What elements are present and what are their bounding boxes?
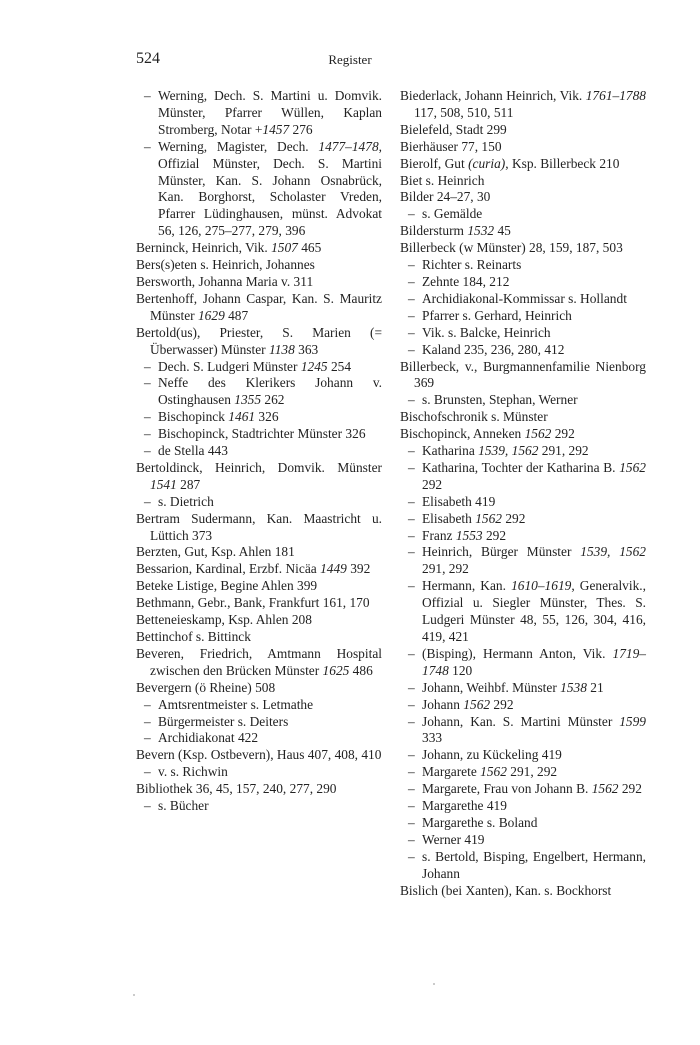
subentry-dash: –	[408, 527, 415, 543]
subentry-dash: –	[408, 764, 415, 780]
index-subentry	[136, 426, 382, 443]
entry-text: 292	[551, 426, 575, 442]
subentry-dash: –	[144, 764, 151, 780]
entry-date: 1562	[463, 696, 491, 712]
subentry-dash: –	[144, 358, 151, 374]
index-entry	[136, 578, 382, 595]
subentry-dash: –	[408, 798, 415, 814]
entry-text: Betteneieskamp, Ksp. Ahlen 208	[136, 612, 312, 628]
entry-text: Billerbeck (w Münster) 28, 159, 187, 503	[400, 240, 623, 256]
entry-date: 1562	[480, 764, 507, 780]
entry-text: Margarete, Frau von Johann B.	[422, 781, 592, 797]
entry-text: Werning, Dech. S. Martini u. Domvik. Münster, Pfarrer Wüllen, Kaplan Stromberg, Notar +	[158, 88, 382, 137]
entry-date: 1562	[619, 459, 646, 475]
index-subentry	[400, 714, 646, 748]
subentry-dash: –	[408, 257, 415, 273]
index-entry	[136, 646, 382, 680]
index-subentry	[136, 764, 382, 781]
entry-text: Bettinchof s. Bittinck	[136, 629, 251, 644]
entry-text: 120	[448, 662, 473, 678]
index-entry	[136, 325, 382, 359]
entry-text: Werner 419	[422, 831, 485, 847]
entry-date: 1541	[150, 476, 177, 492]
index-subentry	[136, 409, 382, 426]
entry-text: Billerbeck, v., Burgmannenfamilie Nienborg 369	[400, 358, 646, 391]
entry-date: 1539, 1562	[478, 443, 539, 459]
entry-date: 1477–1478	[318, 138, 379, 154]
subentry-dash: –	[408, 273, 415, 289]
index-subentry	[400, 544, 646, 578]
entry-date: 1449	[320, 561, 347, 577]
entry-text: Kaland 235, 236, 280, 412	[422, 341, 565, 357]
entry-date: 1532	[467, 223, 495, 239]
subentry-dash: –	[144, 713, 151, 729]
entry-text: Bilder 24–27, 30	[400, 189, 491, 205]
entry-date: 1538	[560, 679, 587, 695]
index-subentry	[136, 359, 382, 376]
index-entry	[136, 274, 382, 291]
index-entry	[136, 257, 382, 274]
subentry-dash: –	[408, 781, 415, 797]
subentry-dash: –	[408, 392, 415, 408]
subentry-dash: –	[144, 426, 151, 442]
entry-text: 117, 508, 510, 511	[414, 104, 514, 120]
subentry-dash: –	[408, 578, 415, 594]
index-subentry	[400, 274, 646, 291]
entry-text: Bildersturm	[400, 223, 468, 239]
entry-text: 292	[482, 527, 507, 543]
index-entry	[136, 240, 382, 257]
index-entry	[136, 747, 382, 764]
index-subentry	[136, 375, 382, 409]
entry-date: 1507	[271, 240, 298, 256]
index-subentry	[136, 443, 382, 460]
index-entry	[136, 612, 382, 629]
entry-text: Berninck, Heinrich, Vik.	[136, 240, 272, 256]
entry-date: 1355	[234, 392, 262, 408]
index-subentry	[400, 578, 646, 646]
subentry-dash: –	[408, 645, 415, 661]
entry-text: Bischofschronik s. Münster	[400, 409, 548, 425]
entry-text: , Ksp. Billerbeck 210	[505, 155, 620, 171]
index-entry	[400, 883, 646, 900]
index-entry	[136, 291, 382, 325]
index-subentry	[400, 781, 646, 798]
entry-text: 292	[422, 476, 443, 492]
entry-text: Bevern (Ksp. Ostbevern), Haus 407, 408, 410	[136, 747, 382, 763]
entry-text: Bischopinck, Anneken	[400, 426, 525, 442]
index-entry	[136, 629, 382, 646]
entry-text: Bischopinck	[158, 409, 229, 425]
index-subentry	[400, 528, 646, 545]
entry-text: Archidiakonat 422	[158, 730, 259, 746]
entry-text: 465	[297, 240, 322, 256]
index-subentry	[400, 291, 646, 308]
entry-text: Zehnte 184, 212	[422, 273, 510, 289]
entry-date: 1599	[619, 713, 646, 729]
index-column-left	[136, 88, 382, 815]
index-subentry	[136, 798, 382, 815]
index-entry	[136, 460, 382, 494]
index-entry	[136, 561, 382, 578]
entry-text: 292	[501, 510, 526, 526]
index-subentry	[400, 494, 646, 511]
entry-text: Bischopinck, Stadtrichter Münster 326	[158, 426, 366, 442]
entry-text: 487	[224, 307, 249, 323]
subentry-dash: –	[408, 713, 415, 729]
subentry-dash: –	[408, 814, 415, 830]
subentry-dash: –	[408, 290, 415, 306]
entry-text: 326	[255, 409, 279, 425]
entry-date: 1539, 1562	[580, 544, 647, 560]
entry-date: 1629	[197, 307, 225, 323]
subentry-dash: –	[408, 679, 415, 695]
entry-date: 1610–1619	[511, 578, 572, 594]
index-subentry	[400, 849, 646, 883]
entry-text: Bierolf, Gut	[400, 155, 469, 171]
index-subentry	[136, 697, 382, 714]
entry-text: , Offizial Münster, Dech. S. Martini Münster, Kan. S. Johann Osnabrück, Kan. Borghorst, Scholaster Vreden, Pfarrer Lüdinghausen, münst. Advokat 56, 126, 275–277, 279, 396	[158, 138, 382, 239]
subentry-dash: –	[144, 375, 151, 391]
entry-text: Bevergern (ö Rheine) 508	[136, 679, 276, 695]
entry-text: 291, 292	[422, 561, 469, 577]
entry-text: s. Brunsten, Stephan, Werner	[422, 392, 578, 408]
entry-text: s. Gemälde	[422, 206, 483, 222]
entry-text: 21	[586, 679, 604, 695]
entry-text: s. Bücher	[158, 798, 209, 814]
index-subentry	[136, 139, 382, 240]
entry-text: Vik. s. Balcke, Heinrich	[422, 324, 551, 340]
subentry-dash: –	[144, 443, 151, 459]
index-subentry	[400, 646, 646, 680]
entry-text: Johann, Weihbf. Münster	[422, 679, 561, 695]
entry-text: Bertoldinck, Heinrich, Domvik. Münster	[136, 459, 382, 475]
index-entry	[400, 359, 646, 393]
index-subentry	[400, 798, 646, 815]
subentry-dash: –	[408, 544, 415, 560]
index-subentry	[400, 764, 646, 781]
index-entry	[136, 781, 382, 798]
entry-text: Bislich (bei Xanten), Kan. s. Bockhorst	[400, 882, 612, 898]
index-entry	[400, 88, 646, 122]
index-subentry	[136, 88, 382, 139]
entry-text: Katharina, Tochter der Katharina B.	[422, 459, 620, 475]
index-subentry	[400, 392, 646, 409]
entry-text: Archidiakonal-Kommissar s. Hollandt	[422, 290, 627, 306]
entry-text: 291, 292	[538, 443, 589, 459]
subentry-dash: –	[144, 730, 151, 746]
entry-text: Bers(s)eten s. Heinrich, Johannes	[136, 257, 315, 273]
entry-date: (curia)	[468, 155, 506, 171]
entry-text: Bertram Sudermann, Kan. Maastricht u. Lüttich 373	[136, 510, 382, 543]
entry-text: Margarete	[422, 764, 481, 780]
entry-text: Bertenhoff, Johann Caspar, Kan. S. Mauritz Münster	[136, 290, 382, 323]
subentry-dash: –	[408, 696, 415, 712]
entry-date: 1562	[475, 510, 502, 526]
entry-text: s. Dietrich	[158, 493, 214, 509]
entry-text: 486	[349, 662, 373, 678]
entry-date: 1625	[322, 662, 350, 678]
index-entry	[400, 173, 646, 190]
entry-date: 1562	[524, 426, 552, 442]
scan-speck	[433, 983, 435, 985]
index-entry	[400, 409, 646, 426]
entry-text: Johann	[422, 696, 464, 712]
entry-date: 1553	[455, 527, 483, 543]
entry-text: Beveren, Friedrich, Amtmann Hospital zwischen den Brücken Münster	[136, 645, 382, 678]
entry-text: Bertold(us), Priester, S. Marien (= Überwasser) Münster	[136, 324, 382, 357]
entry-date: 1562	[591, 781, 619, 797]
entry-text: 292	[618, 781, 642, 797]
index-subentry	[400, 747, 646, 764]
entry-text: Werning, Magister, Dech.	[158, 138, 319, 154]
entry-date: 1719–1748	[422, 645, 646, 678]
entry-text: Elisabeth 419	[422, 493, 496, 509]
index-subentry	[400, 325, 646, 342]
subentry-dash: –	[408, 206, 415, 222]
entry-text: Dech. S. Ludgeri Münster	[158, 358, 301, 374]
index-entry	[136, 511, 382, 545]
entry-date: 1138	[269, 341, 295, 357]
subentry-dash: –	[408, 493, 415, 509]
subentry-dash: –	[408, 324, 415, 340]
index-entry	[136, 680, 382, 697]
entry-text: Bersworth, Johanna Maria v. 311	[136, 273, 314, 289]
entry-text: Biet s. Heinrich	[400, 172, 485, 188]
entry-text: Neffe des Klerikers Johann v. Ostinghausen	[158, 375, 382, 408]
entry-text: 291, 292	[506, 764, 558, 780]
entry-text: Bibliothek 36, 45, 157, 240, 277, 290	[136, 781, 337, 797]
subentry-dash: –	[408, 848, 415, 864]
entry-text: Biederlack, Johann Heinrich, Vik.	[400, 88, 586, 103]
subentry-dash: –	[144, 493, 151, 509]
index-subentry	[400, 308, 646, 325]
entry-text: , Generalvik., Offizial u. Siegler Münster, Thes. S. Ludgeri Münster 48, 55, 126, 304, 416, 419, 421	[422, 578, 646, 644]
index-entry	[400, 223, 646, 240]
index-entry	[400, 139, 646, 156]
entry-text: Bierhäuser 77, 150	[400, 138, 502, 154]
subentry-dash: –	[408, 307, 415, 323]
entry-text: Johann, Kan. S. Martini Münster	[422, 713, 620, 729]
entry-text: 333	[422, 730, 443, 746]
entry-text: Richter s. Reinarts	[422, 257, 522, 273]
entry-text: Heinrich, Bürger Münster	[422, 544, 581, 560]
index-entry	[400, 240, 646, 257]
entry-text: Hermann, Kan.	[422, 578, 512, 594]
index-subentry	[136, 730, 382, 747]
index-subentry	[136, 714, 382, 731]
entry-text: 262	[261, 392, 285, 408]
index-subentry	[400, 257, 646, 274]
subentry-dash: –	[408, 341, 415, 357]
scan-speck	[133, 994, 135, 996]
index-subentry	[400, 342, 646, 359]
index-subentry	[400, 460, 646, 494]
subentry-dash: –	[144, 88, 151, 103]
entry-text: Bielefeld, Stadt 299	[400, 121, 507, 137]
index-subentry	[400, 832, 646, 849]
entry-text: 276	[289, 121, 313, 137]
subentry-dash: –	[144, 138, 151, 154]
index-subentry	[400, 443, 646, 460]
index-subentry	[400, 697, 646, 714]
subentry-dash: –	[408, 510, 415, 526]
index-subentry	[400, 206, 646, 223]
index-entry	[136, 595, 382, 612]
entry-text: Beteke Listige, Begine Ahlen 399	[136, 578, 318, 594]
index-entry	[136, 544, 382, 561]
entry-date: 1461	[228, 409, 256, 425]
index-subentry	[136, 494, 382, 511]
index-entry	[400, 122, 646, 139]
entry-text: Berzten, Gut, Ksp. Ahlen 181	[136, 544, 295, 560]
page-number: 524	[136, 50, 160, 67]
entry-date: 1457	[262, 121, 290, 137]
entry-text: 45	[494, 223, 511, 239]
entry-text: 392	[346, 561, 371, 577]
entry-text: Elisabeth	[422, 510, 476, 526]
subentry-dash: –	[144, 409, 151, 425]
entry-text: de Stella 443	[158, 443, 228, 459]
entry-text: 254	[327, 358, 352, 374]
index-entry	[400, 189, 646, 206]
entry-text: Franz	[422, 527, 456, 543]
index-subentry	[400, 680, 646, 697]
entry-text: Katharina	[422, 443, 479, 459]
entry-text: Pfarrer s. Gerhard, Heinrich	[422, 307, 572, 323]
index-subentry	[400, 815, 646, 832]
index-entry	[400, 426, 646, 443]
entry-date: 1761–1788	[585, 88, 646, 103]
subentry-dash: –	[144, 798, 151, 814]
entry-text: 363	[294, 341, 319, 357]
entry-text: 292	[490, 696, 514, 712]
entry-text: Margarethe 419	[422, 798, 507, 814]
index-entry	[400, 156, 646, 173]
entry-text: s. Bertold, Bisping, Engelbert, Hermann, Johann	[422, 848, 646, 881]
subentry-dash: –	[408, 747, 415, 763]
subentry-dash: –	[408, 459, 415, 475]
entry-text: Bürgermeister s. Deiters	[158, 713, 289, 729]
entry-text: Amtsrentmeister s. Letmathe	[158, 696, 314, 712]
subentry-dash: –	[408, 443, 415, 459]
entry-text: 287	[176, 476, 201, 492]
entry-text: (Bisping), Hermann Anton, Vik.	[422, 645, 613, 661]
entry-text: Margarethe s. Boland	[422, 814, 538, 830]
entry-date: 1245	[300, 358, 328, 374]
index-subentry	[400, 511, 646, 528]
entry-text: Bethmann, Gebr., Bank, Frankfurt 161, 170	[136, 595, 370, 611]
running-head: Register	[328, 52, 372, 67]
subentry-dash: –	[144, 696, 151, 712]
entry-text: Bessarion, Kardinal, Erzbf. Nicäa	[136, 561, 321, 577]
index-column-right	[400, 88, 646, 900]
entry-text: v. s. Richwin	[158, 764, 228, 780]
subentry-dash: –	[408, 831, 415, 847]
entry-text: Johann, zu Kückeling 419	[422, 747, 562, 763]
